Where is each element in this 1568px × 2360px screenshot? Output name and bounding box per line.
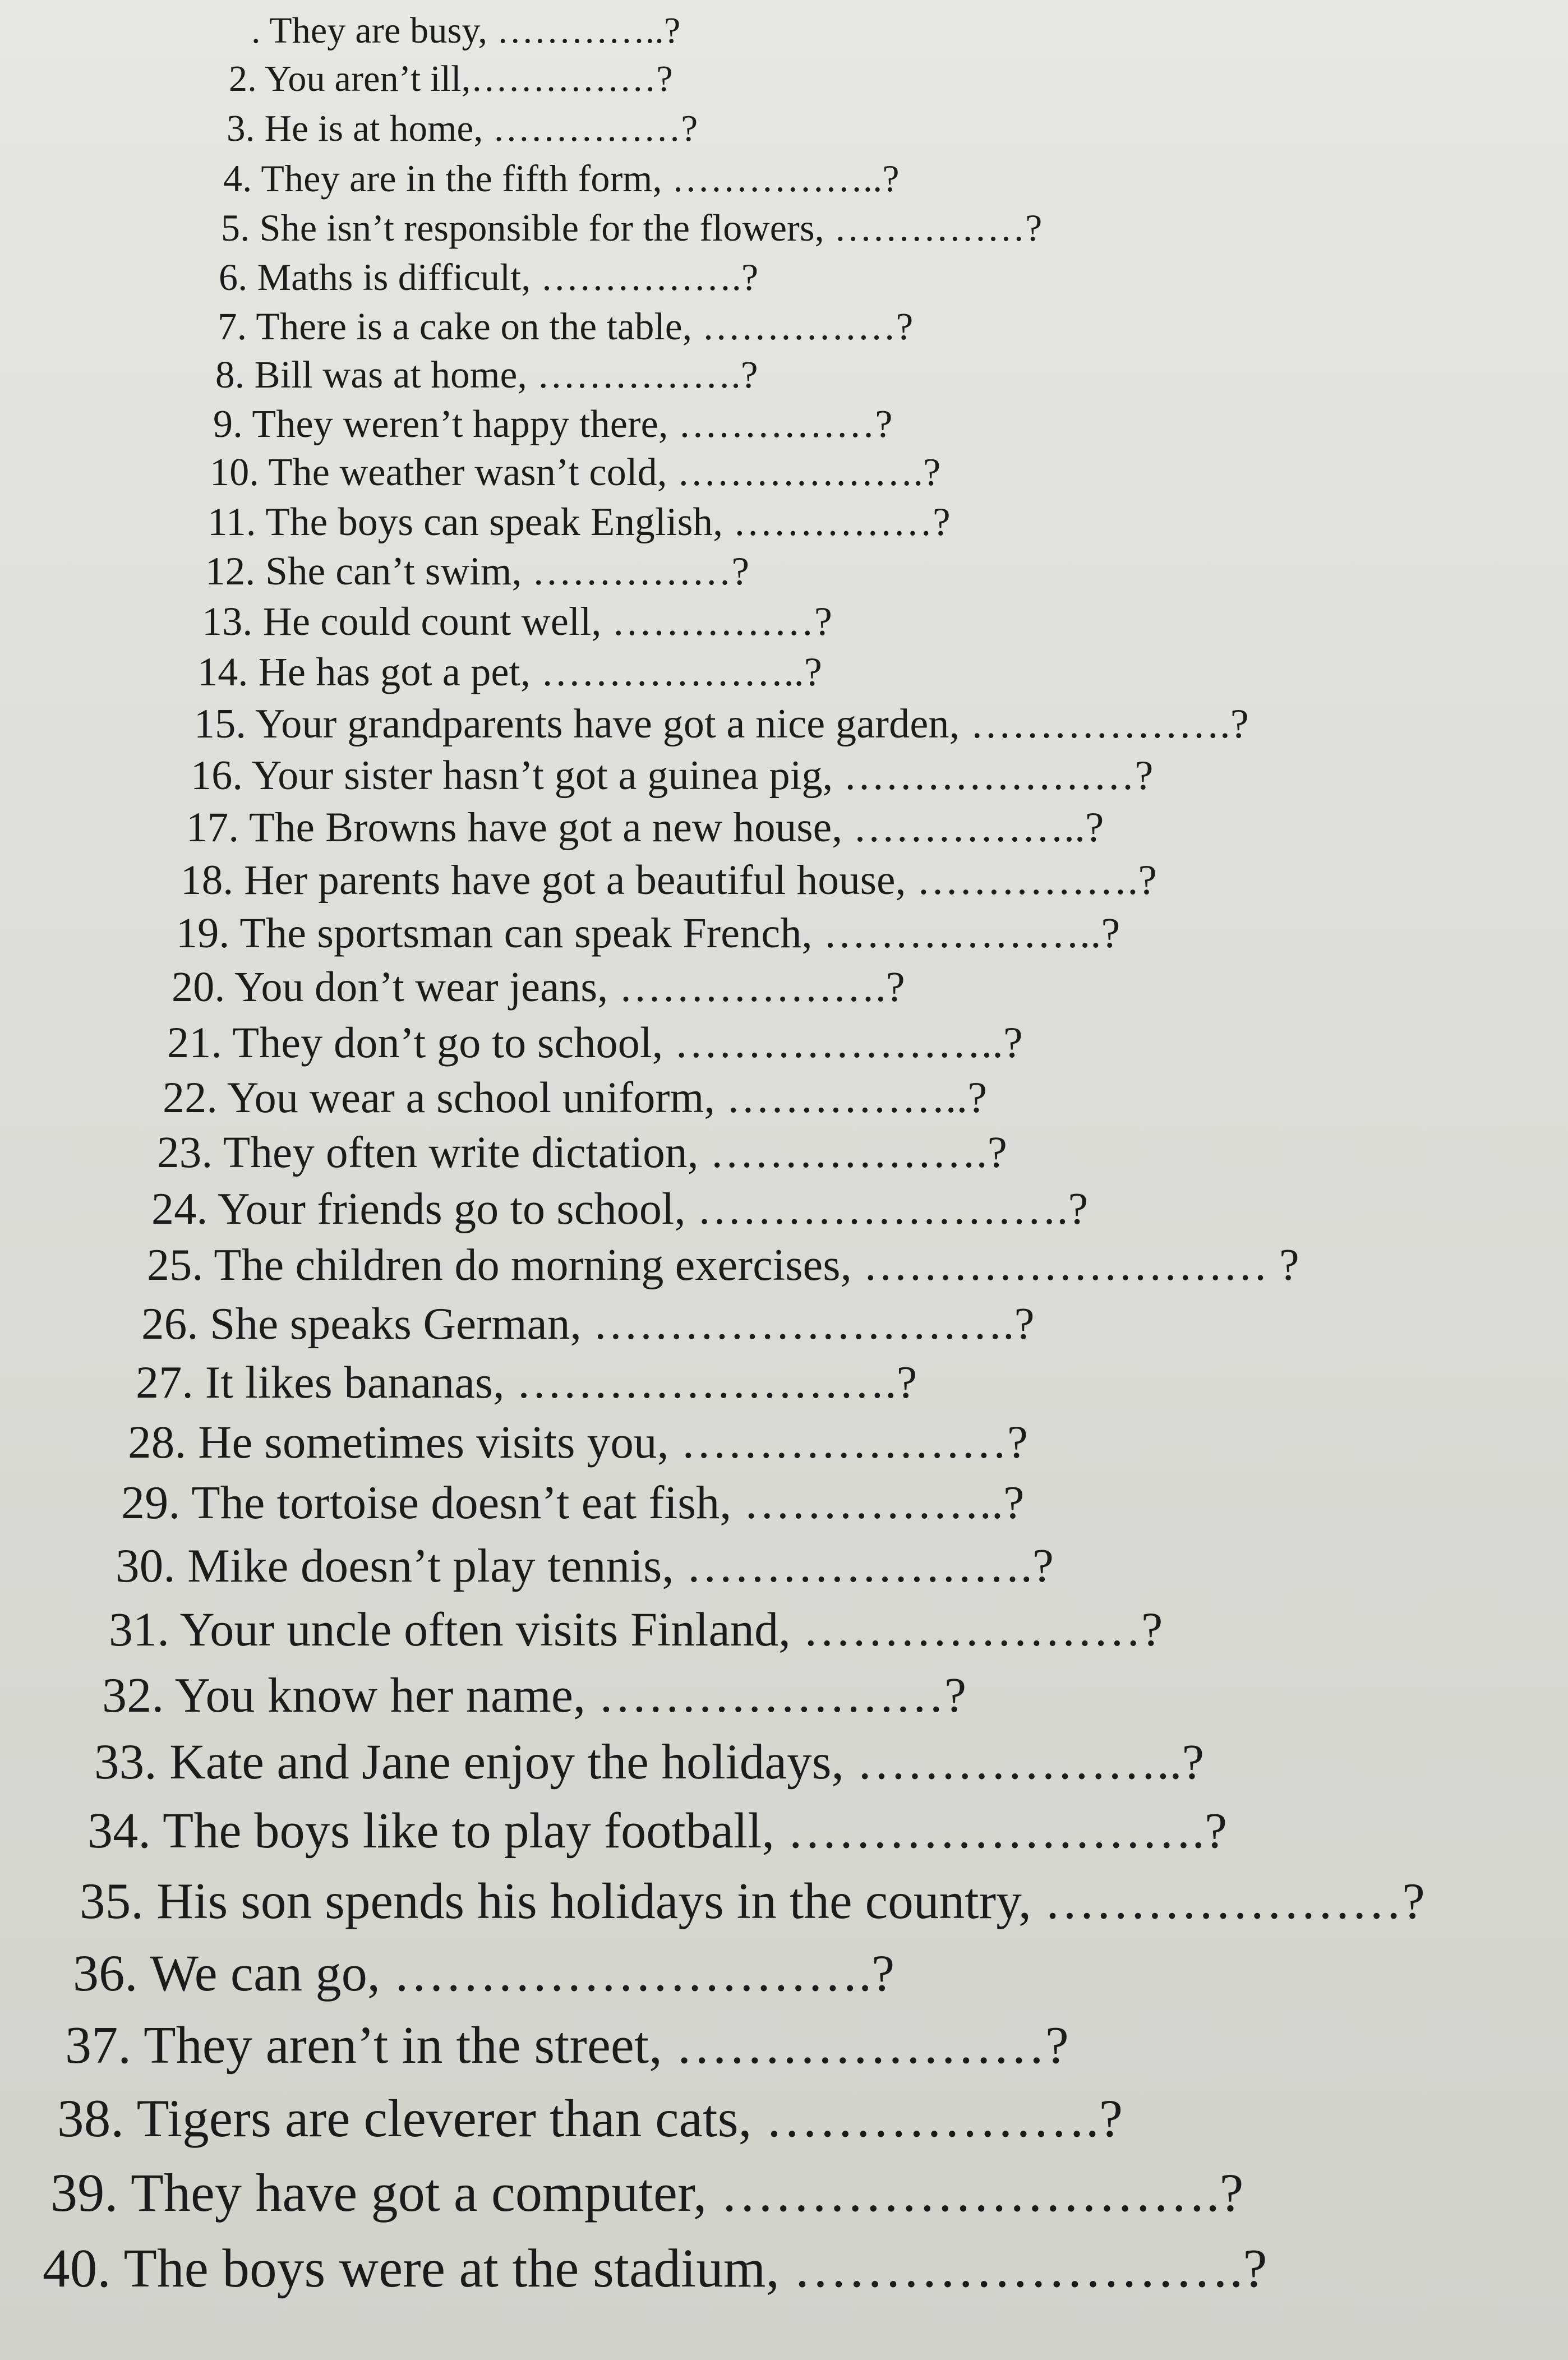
exercise-line-15: 15. Your grandparents have got a nice garden, ……………….?	[194, 701, 1249, 747]
exercise-line-31: 31. Your uncle often visits Finland, …………………?	[109, 1602, 1163, 1656]
exercise-line-17: 17. The Browns have got a new house, ……………..?	[186, 804, 1104, 851]
exercise-line-35: 35. His son spends his holidays in the country, …………………?	[80, 1873, 1425, 1929]
exercise-line-3: 3. He is at home, ……………?	[227, 108, 698, 149]
exercise-line-11: 11. The boys can speak English, ……………?	[207, 500, 951, 544]
exercise-line-40: 40. The boys were at the stadium, …………………….?	[43, 2238, 1267, 2298]
exercise-line-34: 34. The boys like to play football, …………………….?	[87, 1803, 1228, 1859]
exercise-line-28: 28. He sometimes visits you, …………………?	[128, 1416, 1029, 1468]
exercise-line-20: 20. You don’t wear jeans, ……………….?	[172, 964, 905, 1011]
exercise-line-38: 38. Tigers are cleverer than cats, ……………….?	[57, 2089, 1123, 2148]
exercise-line-18: 18. Her parents have got a beautiful house, …………….?	[181, 857, 1157, 904]
exercise-line-13: 13. He could count well, ……………?	[202, 599, 832, 644]
exercise-line-27: 27. It likes bananas, …………………….?	[136, 1357, 917, 1408]
exercise-line-21: 21. They don’t go to school, …………………..?	[167, 1018, 1023, 1067]
exercise-line-7: 7. There is a cake on the table, ……………?	[218, 305, 914, 348]
exercise-line-6: 6. Maths is difficult, …………….?	[219, 256, 759, 298]
exercise-line-8: 8. Bill was at home, …………….?	[215, 353, 758, 396]
exercise-line-23: 23. They often write dictation, ……………….?	[157, 1128, 1008, 1177]
exercise-line-22: 22. You wear a school uniform, ……………..?	[163, 1073, 988, 1122]
exercise-line-19: 19. The sportsman can speak French, ………………..?	[176, 910, 1120, 957]
exercise-line-24: 24. Your friends go to school, …………………….?	[151, 1184, 1089, 1234]
exercise-line-14: 14. He has got a pet, ………………..?	[197, 649, 823, 694]
exercise-line-2: 2. You aren’t ill,……………?	[229, 58, 673, 99]
exercise-line-30: 30. Mike doesn’t play tennis, ………………….?	[116, 1539, 1054, 1592]
exercise-line-37: 37. They aren’t in the street, …………………?	[65, 2016, 1069, 2075]
exercise-line-36: 36. We can go, ……………………….?	[73, 1944, 895, 2002]
exercise-line-29: 29. The tortoise doesn’t eat fish, ……………..?	[121, 1477, 1025, 1529]
exercise-line-16: 16. Your sister hasn’t got a guinea pig, …………………?	[191, 753, 1154, 799]
exercise-line-5: 5. She isn’t responsible for the flowers, ……………?	[221, 206, 1043, 249]
exercise-line-9: 9. They weren’t happy there, ……………?	[213, 403, 893, 446]
exercise-line-32: 32. You know her name, …………………?	[102, 1668, 967, 1723]
exercise-line-26: 26. She speaks German, ……………………….?	[141, 1298, 1035, 1349]
exercise-line-33: 33. Kate and Jane enjoy the holidays, ………………..?	[94, 1735, 1205, 1790]
exercise-line-10: 10. The weather wasn’t cold, ……………….?	[210, 451, 941, 494]
exercise-line-25: 25. The children do morning exercises, ……………………… ?	[147, 1241, 1299, 1290]
exercise-line-1: . They are busy, …………..?	[251, 10, 681, 51]
exercise-line-39: 39. They have got a computer, ……………………….?	[50, 2163, 1244, 2223]
exercise-line-12: 12. She can’t swim, ……………?	[205, 550, 750, 593]
exercise-line-4: 4. They are in the fifth form, ……………..?	[223, 157, 900, 200]
